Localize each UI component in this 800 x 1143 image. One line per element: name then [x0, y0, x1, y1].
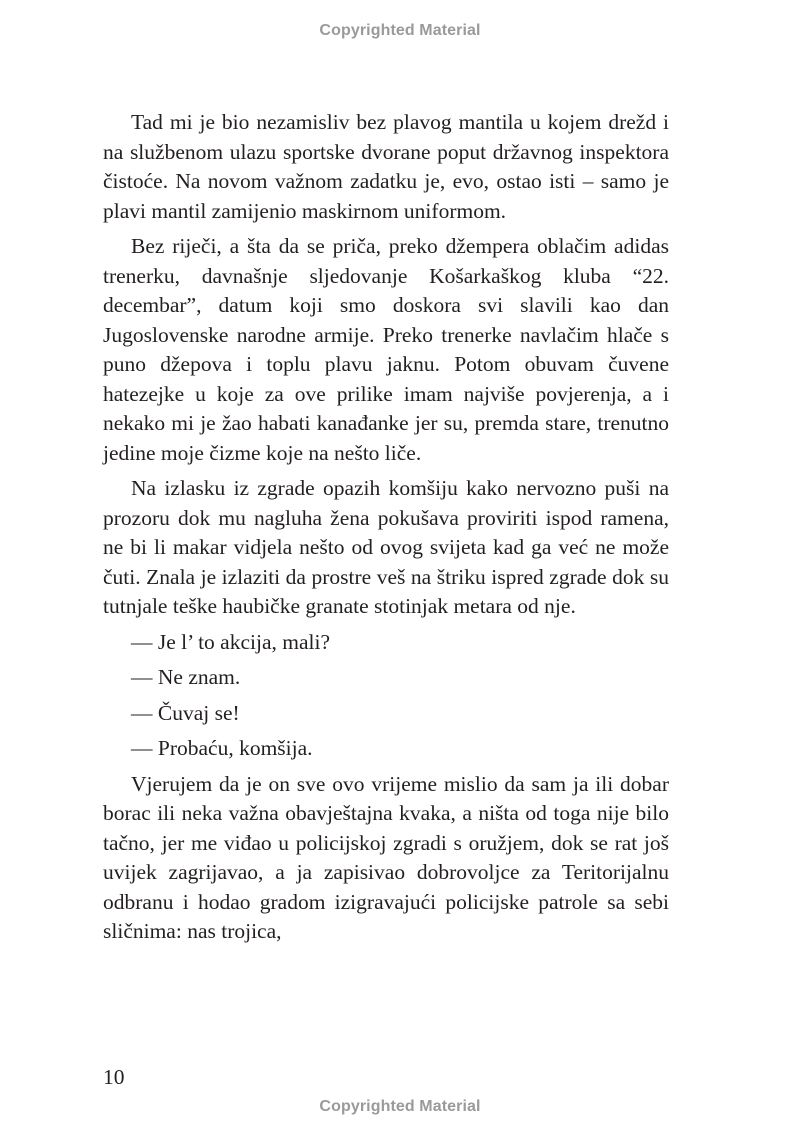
dialogue-line-2: — Ne znam.	[131, 665, 241, 689]
dialogue-line-1: — Je l’ to akcija, mali?	[131, 629, 331, 654]
copyright-watermark-bottom: Copyrighted Material	[319, 1098, 481, 1115]
page-body	[103, 108, 669, 953]
dialogue-line-4: — Probaću, komšija.	[131, 736, 313, 760]
paragraph-2: Bez riječi, a šta da se priča, preko džempera oblačim adidas trenerku, davnašnje sljedovanje Košarkaškog kluba “22. decembar”, datum koji smo doskora svi slavili kao dan Jugoslovenske narodne armije. Preko trenerke navlačim hlače s puno džepova i toplu plavu jaknu. Potom obuvam čuvene hatezejke u koje za ove prilike imam najviše povjerenja, a i nekako mi je žao habati kanađanke jer su, premda stare, trenutno jedine moje čizme koje na nešto liče.	[103, 234, 669, 465]
dialogue-line-3: — Čuvaj se!	[131, 700, 240, 725]
copyright-watermark-top: Copyrighted Material	[319, 22, 481, 39]
paragraph-3: Na izlasku iz zgrade opazih komšiju kako nervozno puši na prozoru dok mu nagluha žena pokušava proviriti ispod ramena, ne bi li makar vidjela nešto od ovog svijeta kad ga već ne može čuti. Znala je izlaziti da prostre veš na štriku ispred zgrade dok su tutnjale teške haubičke granate stotinjak metara od nje.	[103, 476, 669, 618]
page-number: 10	[103, 1065, 125, 1089]
paragraph-closing: Vjerujem da je on sve ovo vrijeme mislio da sam ja ili dobar borac ili neka važna obavještajna kvaka, a ništa od toga nije bilo tačno, jer me viđao u policijskoj zgradi s oružjem, dok se rat još uvijek zagrijavao, a ja zapisivao dobrovoljce za Teritorijalnu odbranu i hodao gradom izigravajući policijske patrole sa sebi sličnima: nas trojica,	[103, 771, 669, 943]
paragraph-1: Tad mi je bio nezamisliv bez plavog mantila u kojem drežd i na službenom ulazu sportske dvorane poput državnog inspektora čistoće. Na novom važnom zadatku je, evo, ostao isti – samo je plavi mantil zamijenio maskirnom uniformom.	[103, 110, 669, 223]
